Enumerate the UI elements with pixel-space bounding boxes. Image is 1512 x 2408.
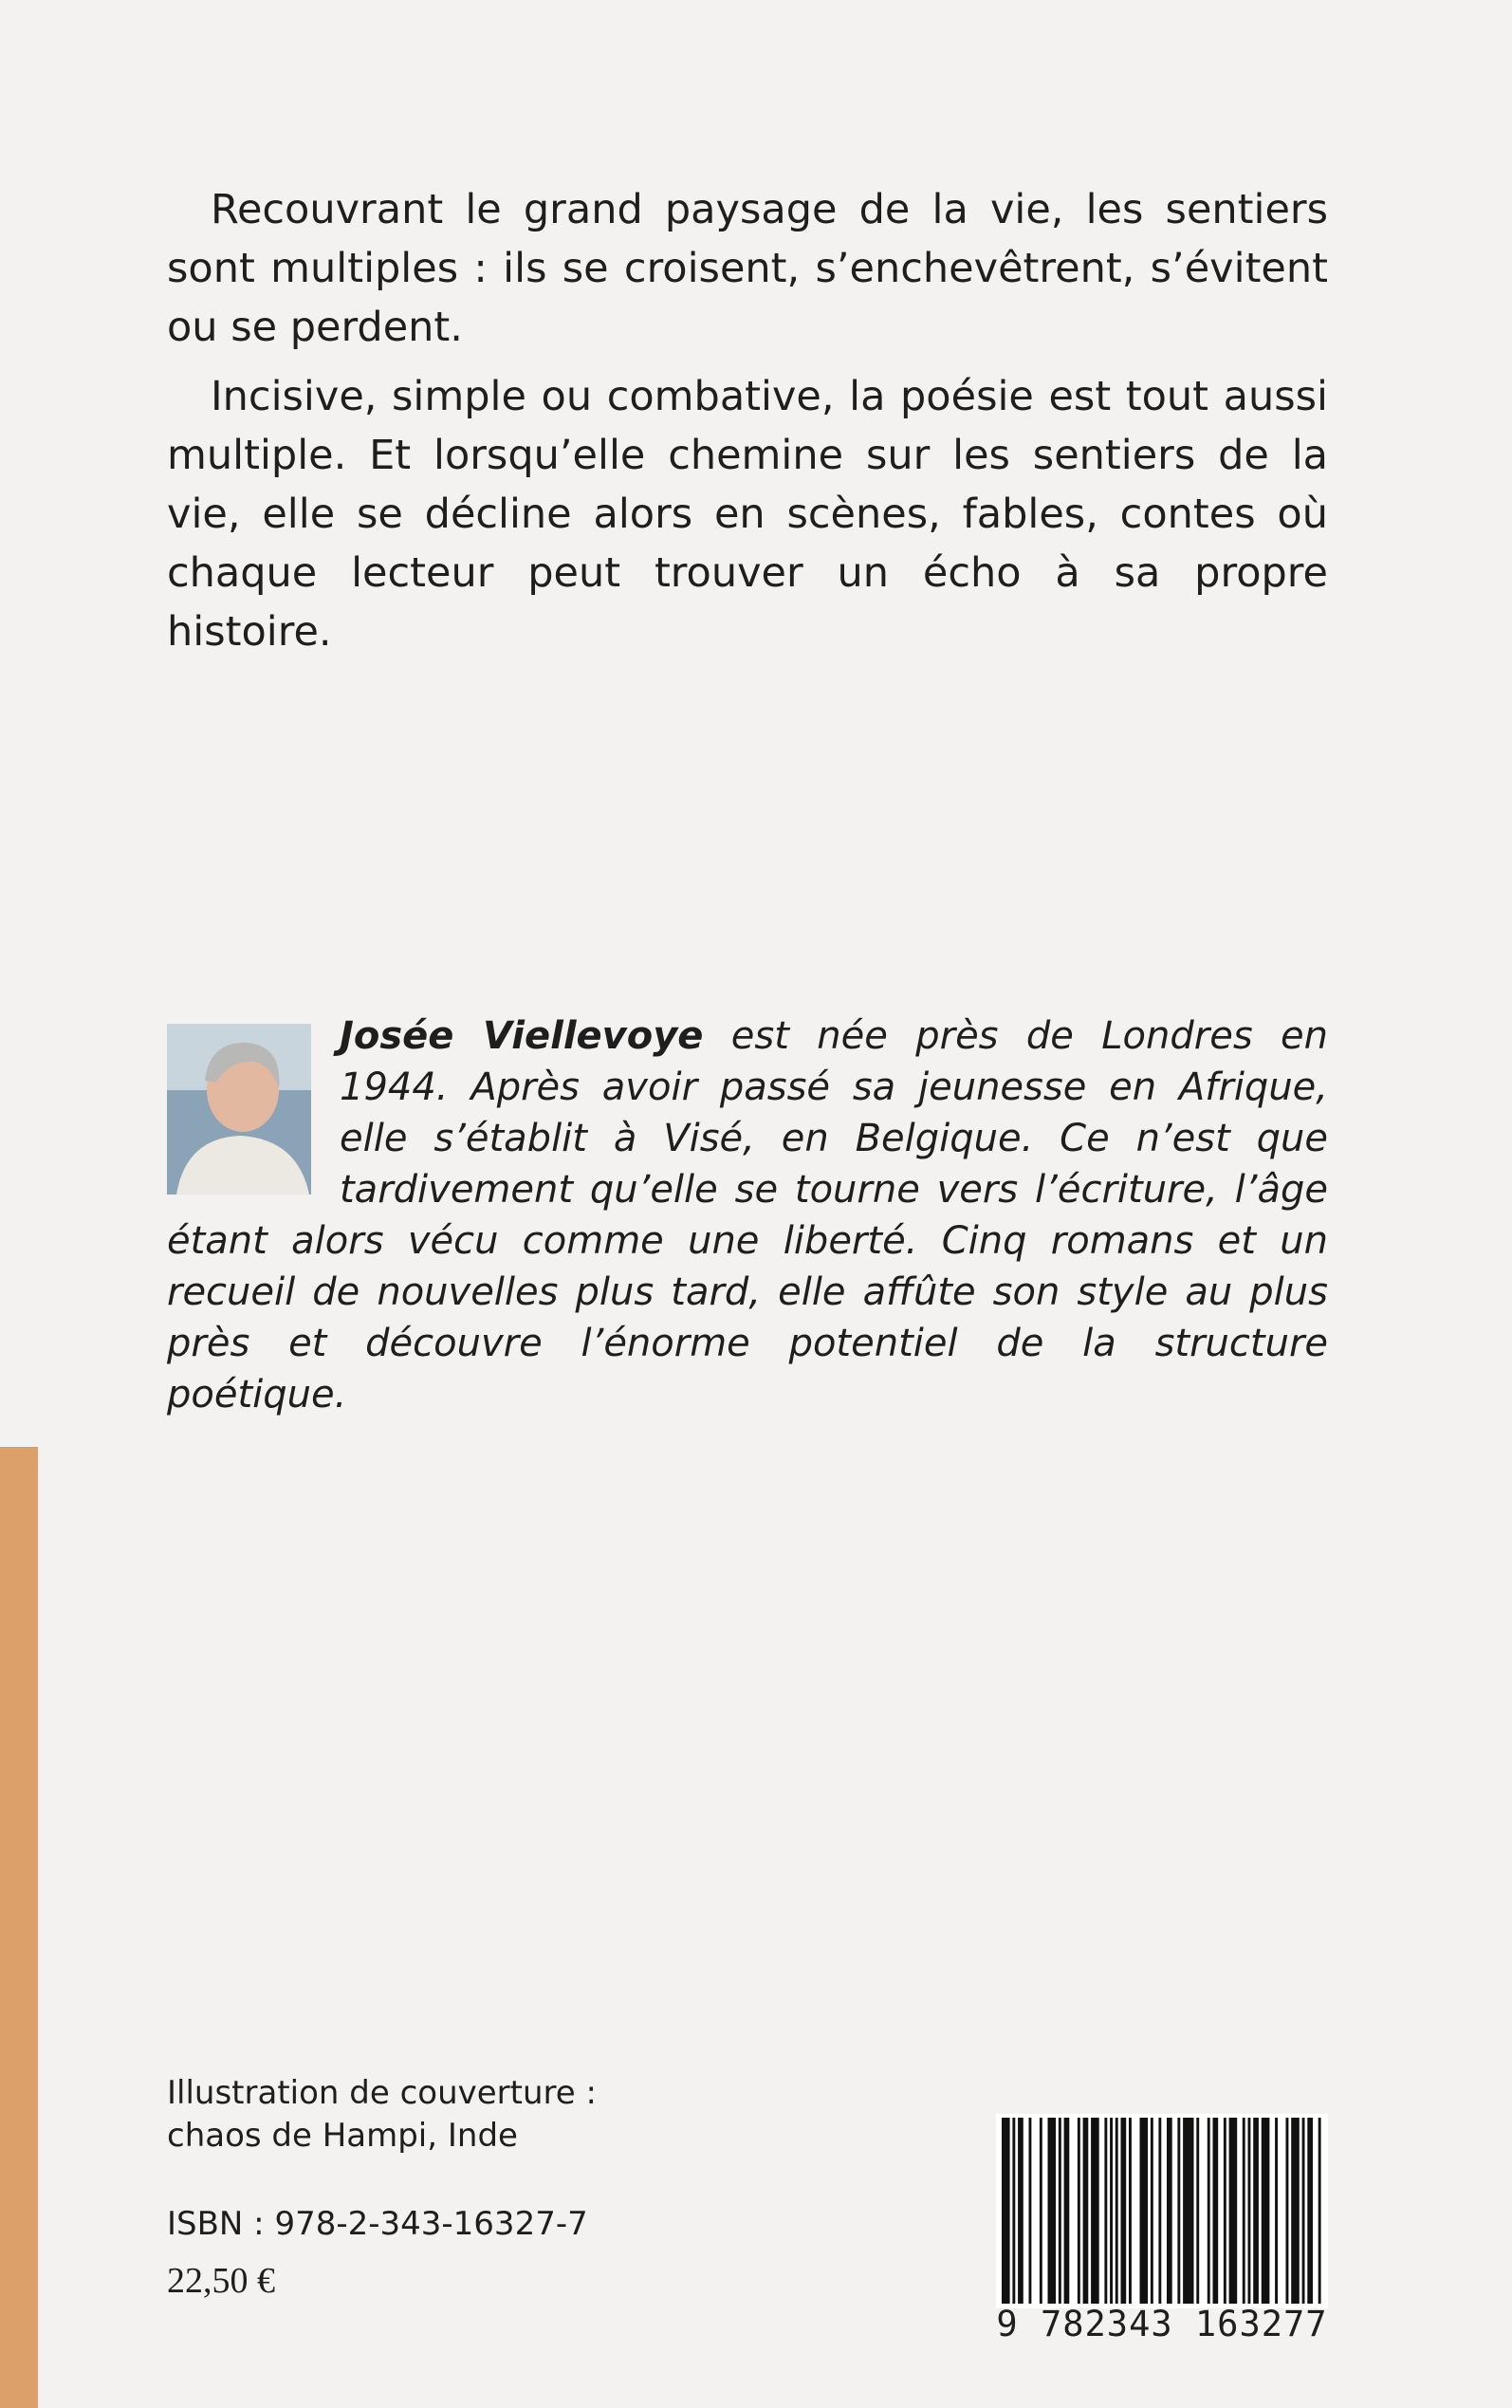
author-name: Josée Viellevoye <box>340 1014 704 1058</box>
barcode <box>996 2114 1328 2308</box>
blurb-paragraph-1: Recouvrant le grand paysage de la vie, les sentiers sont multiples : ils se croisent, s’enchevêtrent, s’évitent ou se perdent. <box>167 186 1328 351</box>
isbn: ISBN : 978-2-343-16327-7 <box>167 2205 588 2243</box>
barcode-bars <box>996 2114 1328 2308</box>
price: 22,50 € <box>167 2261 275 2301</box>
barcode-digits: 9 782343 163277 <box>996 2304 1328 2344</box>
author-bio <box>167 1010 1328 1420</box>
back-cover-blurb <box>167 180 1328 672</box>
cover-illustration-credit: Illustration de couverture : chaos de Hampi, Inde <box>167 2074 597 2155</box>
spine-accent-bar <box>0 1447 38 2408</box>
bio-text: est née près de Londres en 1944. Après avoir passé sa jeunesse en Afrique, elle s’établit à Visé, en Belgique. Ce n’est que tardivement qu’elle se tourne vers l’écriture, l’âge étant alors vécu comme une liberté. Cinq romans et un recueil de nouvelles plus tard, elle affûte son style au plus près et découvre l’énorme potentiel de la structure poétique. <box>167 1014 1328 1417</box>
author-photo <box>167 1024 311 1195</box>
blurb-paragraph-2: Incisive, simple ou combative, la poésie est tout aussi multiple. Et lorsqu’elle chemine sur les sentiers de la vie, elle se décline alors en scènes, fables, contes où chaque lecteur peut trouver un écho à sa propre histoire. <box>167 373 1328 656</box>
